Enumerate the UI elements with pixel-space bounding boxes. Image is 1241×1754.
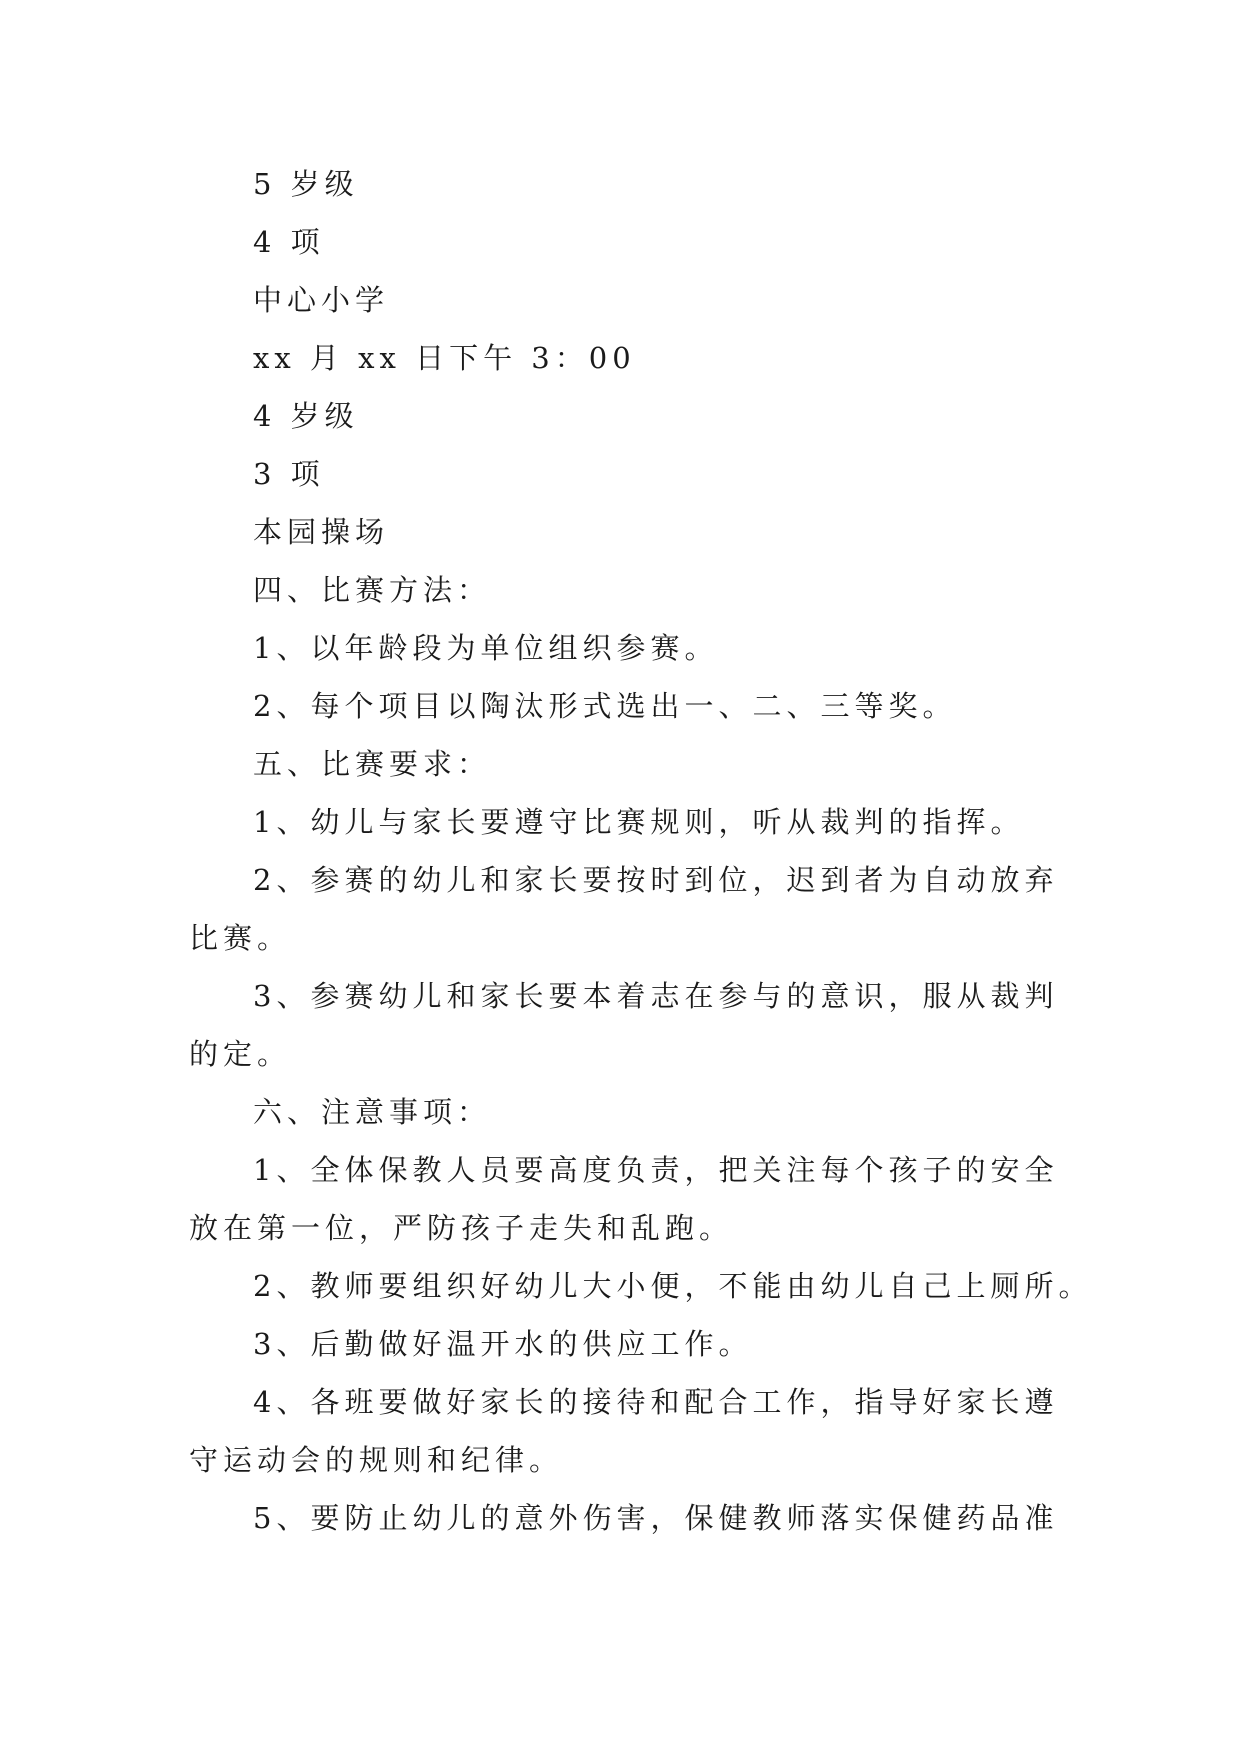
text-line: xx 月 xx 日下午 3：00 [253,341,636,375]
section-heading: 五、比赛要求： [253,747,492,781]
section-heading: 四、比赛方法： [253,573,492,607]
text-line: 2、参赛的幼儿和家长要按时到位，迟到者为自动放弃 [253,863,1059,897]
section-heading: 六、注意事项： [253,1095,492,1129]
text-line: 1、以年龄段为单位组织参赛。 [253,631,719,665]
text-line: 2、每个项目以陶汰形式选出一、二、三等奖。 [253,689,957,723]
text-line: 比赛。 [189,921,292,955]
text-line: 本园操场 [253,515,390,549]
text-line: 2、教师要组织好幼儿大小便，不能由幼儿自己上厕所。 [253,1269,1093,1303]
text-line: 5 岁级 [253,167,359,201]
text-line: 4 岁级 [253,399,359,433]
text-line: 中心小学 [253,283,390,317]
text-line: 的定。 [189,1037,292,1071]
text-line: 3 项 [253,457,325,491]
text-line: 3、后勤做好温开水的供应工作。 [253,1327,753,1361]
text-line: 3、参赛幼儿和家长要本着志在参与的意识，服从裁判 [253,979,1059,1013]
text-line: 5、要防止幼儿的意外伤害，保健教师落实保健药品准 [253,1501,1059,1535]
text-line: 1、幼儿与家长要遵守比赛规则，听从裁判的指挥。 [253,805,1025,839]
text-line: 放在第一位，严防孩子走失和乱跑。 [189,1211,734,1245]
text-line: 4 项 [253,225,325,259]
text-line: 守运动会的规则和纪律。 [189,1443,564,1477]
text-line: 1、全体保教人员要高度负责，把关注每个孩子的安全 [253,1153,1059,1187]
text-line: 4、各班要做好家长的接待和配合工作，指导好家长遵 [253,1385,1059,1419]
document-body [189,155,1093,1547]
